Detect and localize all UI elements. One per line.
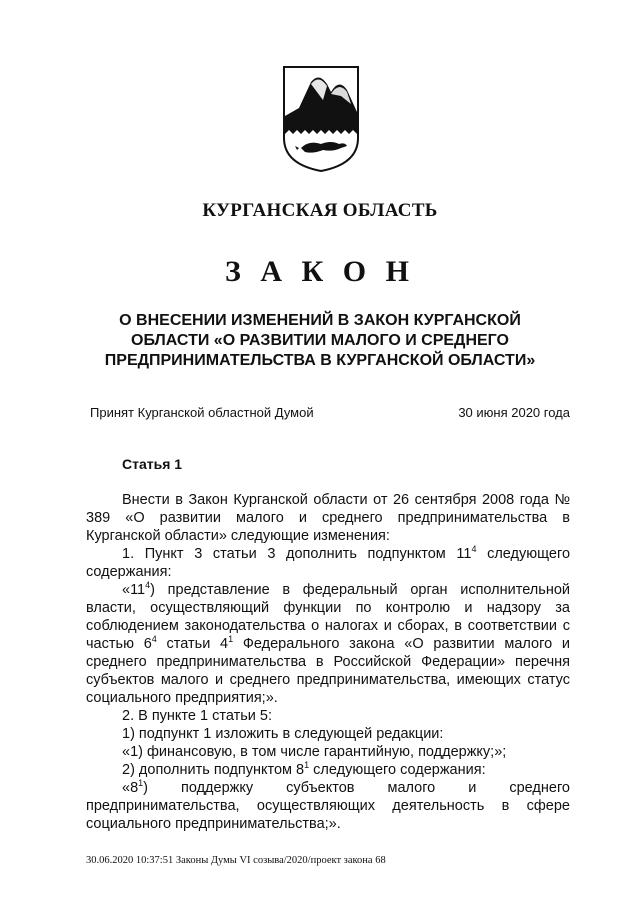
region-title: КУРГАНСКАЯ ОБЛАСТЬ xyxy=(202,200,438,221)
law-title: З А К О Н xyxy=(225,255,415,288)
paragraph: 1) подпункт 1 изложить в следующей редакции: xyxy=(122,726,444,742)
paragraph: «1) финансовую, в том числе гарантийную, поддержку;»; xyxy=(122,744,507,760)
paragraph: 2. В пункте 1 статьи 5: xyxy=(122,708,272,724)
footer-stamp: 30.06.2020 10:37:51 Законы Думы VI созыва/2020/проект закона 68 xyxy=(86,855,386,866)
paragraph: «$8^1$) поддержку субъектов малого и среднего предпринимательства, осуществляющих деятельность в сфере социального предпринимательства;». xyxy=(86,778,570,832)
article-body xyxy=(86,491,570,833)
adoption-date: 30 июня 2020 года xyxy=(458,405,570,420)
article-heading: Статья 1 xyxy=(122,456,183,472)
paragraph: 2) дополнить подпунктом $8^1$ следующего содержания: xyxy=(122,760,486,778)
adopted-by: Принят Курганской областной Думой xyxy=(90,405,314,420)
coat-of-arms-icon xyxy=(281,64,361,174)
subtitle-line: О ВНЕСЕНИИ ИЗМЕНЕНИЙ В ЗАКОН КУРГАНСКОЙ xyxy=(119,312,521,329)
subtitle-line: ОБЛАСТИ «О РАЗВИТИИ МАЛОГО И СРЕДНЕГО xyxy=(131,332,509,349)
paragraph: 1. Пункт 3 статьи 3 дополнить подпунктом $11^4$ следующего содержания: xyxy=(86,544,571,580)
paragraph: Внести в Закон Курганской области от 26 сентября 2008 года № 389 «О развитии малого и среднего предпринимательства в Курганской области» следующие изменения: xyxy=(86,492,570,544)
law-subtitle xyxy=(80,311,560,371)
subtitle-line: ПРЕДПРИНИМАТЕЛЬСТВА В КУРГАНСКОЙ ОБЛАСТИ» xyxy=(104,352,536,369)
paragraph: «$11^4$) представление в федеральный орган исполнительной власти, осуществляющий функции по контролю и надзору за соблюдением законодательства о налогах и сборах, в соответствии с частью $6^4$ статьи $4^1$ Федерального закона «О развитии малого и среднего предпринимательства в Российской Федерации» перечня субъектов малого и среднего предпринимательства, имеющих статус социального предприятия;». xyxy=(86,580,570,706)
